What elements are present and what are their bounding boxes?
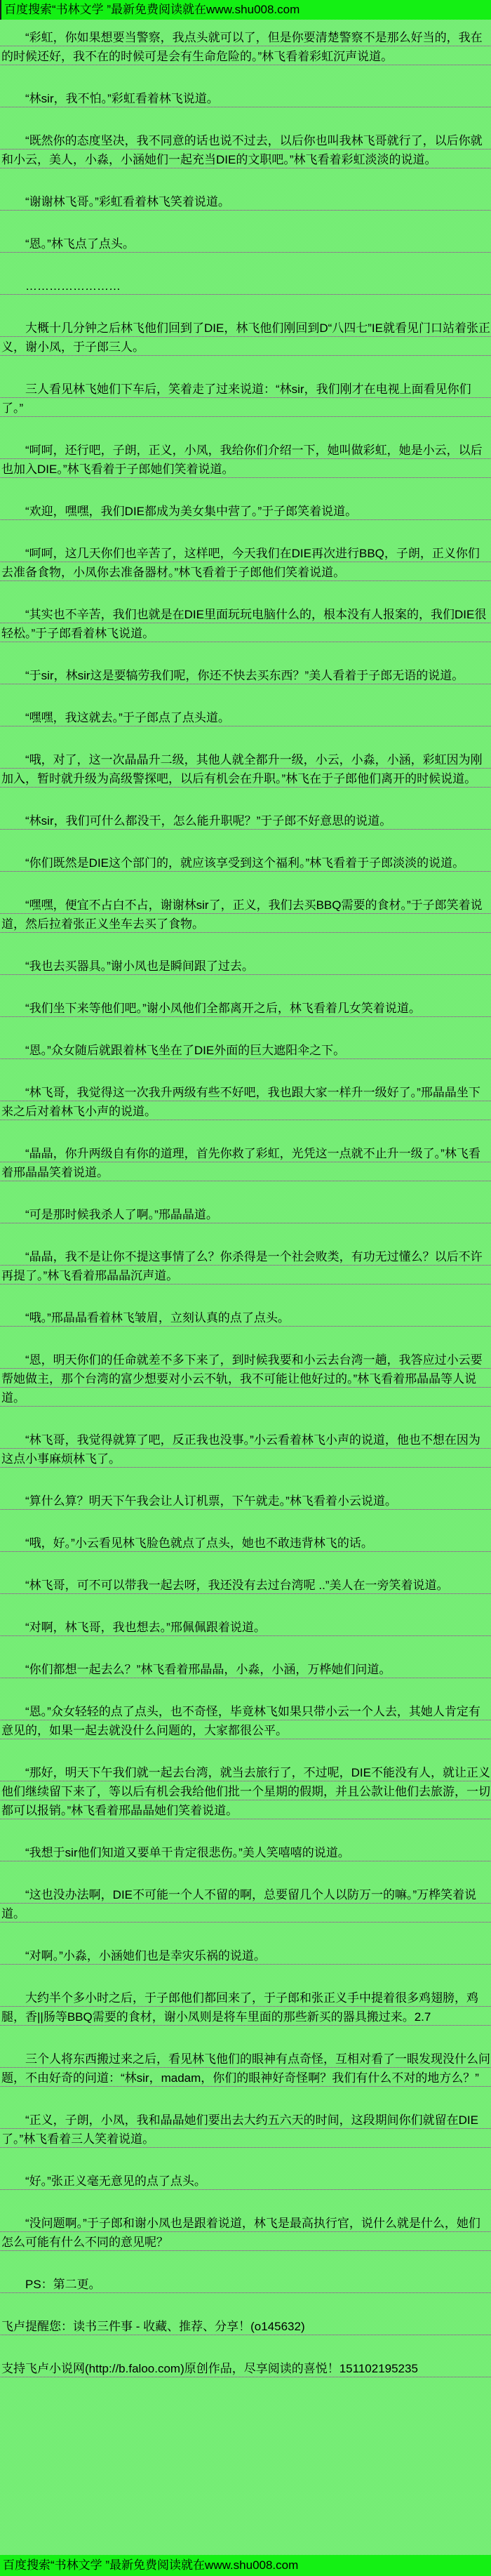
- novel-paragraph: PS：第二更。: [0, 2275, 491, 2294]
- novel-paragraph: “于sir，林sir这是要犒劳我们呢，你还不快去买东西？”美人看着于子郎无语的说道。: [0, 666, 491, 685]
- novel-paragraph: “算什么算？明天下午我会让人订机票，下午就走。”林飞看着小云说道。: [0, 1492, 491, 1511]
- novel-paragraph: “林sir，我不怕。”彩虹看着林飞说道。: [0, 89, 491, 108]
- novel-paragraph: 大约半个多小时之后，于子郎他们都回来了，于子郎和张正义手中提着很多鸡翅膀，鸡腿，香||肠等BBQ需要的食材，谢小凤则是将车里面的那些新买的器具搬过来。2.7: [0, 1989, 491, 2026]
- novel-paragraph: “晶晶，我不是让你不提这事情了么？你杀得是一个社会败类，有功无过懂么？以后不许再提了。”林飞看着邢晶晶沉声道。: [0, 1247, 491, 1285]
- novel-paragraph: 大概十几分钟之后林飞他们回到了DIE，林飞他们刚回到D“八四七”IE就看见门口站着张正义，谢小凤，于子郎三人。: [0, 319, 491, 357]
- novel-paragraph: “其实也不辛苦，我们也就是在DIE里面玩玩电脑什么的，根本没有人报案的，我们DIE很轻松。”于子郎看着林飞说道。: [0, 605, 491, 643]
- novel-paragraph: 三个人将东西搬过来之后，看见林飞他们的眼神有点奇怪，互相对看了一眼发现没什么问题，不由好奇的问道：“林sir，madam，你们的眼神好奇怪啊？我们有什么不对的地方么？”: [0, 2050, 491, 2087]
- novel-paragraph: “嘿嘿，我这就去。”于子郎点了点头道。: [0, 708, 491, 727]
- novel-paragraph: “呵呵，还行吧，子朗，正义，小凤，我给你们介绍一下，她叫做彩虹，她是小云，以后也加入DIE。”林飞看着于子郎她们笑着说道。: [0, 441, 491, 479]
- novel-paragraph: “正义，子朗，小凤，我和晶晶她们要出去大约五六天的时间，这段期间你们就留在DIE了。”林飞看着三人笑着说道。: [0, 2111, 491, 2149]
- novel-paragraph: “呵呵，这几天你们也辛苦了，这样吧，今天我们在DIE再次进行BBQ，子朗，正义你们去准备食物，小凤你去准备器材。”林飞看着于子郎他们笑着说道。: [0, 544, 491, 582]
- novel-paragraph: “对啊。”小淼，小涵她们也是幸灾乐祸的说道。: [0, 1946, 491, 1965]
- novel-paragraph: “既然你的态度坚决，我不同意的话也说不过去，以后你也叫我林飞哥就行了，以后你就和小云，美人，小淼，小涵她们一起充当DIE的文职吧。”林飞看着彩虹淡淡的说道。: [0, 131, 491, 169]
- novel-paragraph: “恩。”林飞点了点头。: [0, 234, 491, 253]
- novel-paragraph: “你们都想一起去么？”林飞看着邢晶晶，小淼，小涵，万桦她们问道。: [0, 1660, 491, 1679]
- novel-paragraph: “我想于sir他们知道又要单干肯定很悲伤。”美人笑嘻嘻的说道。: [0, 1843, 491, 1862]
- novel-paragraph: “哦，对了，这一次晶晶升二级，其他人就全都升一级，小云，小淼，小涵，彩虹因为刚加入，暂时就升级为高级警探吧，以后有机会在升职。”林飞在于子郎他们离开的时候说道。: [0, 750, 491, 788]
- novel-paragraph: ……………………: [0, 277, 491, 296]
- novel-paragraph: “没问题啊。”于子郎和谢小凤也是跟着说道，林飞是最高执行官，说什么就是什么，她们怎么可能有什么不同的意见呢？: [0, 2214, 491, 2252]
- bottom-promo-banner: 百度搜索“书林文学 ”最新免费阅读就在www.shu008.com: [0, 2555, 491, 2576]
- novel-paragraph: “这也没办法啊，DIE不可能一个人不留的啊，总要留几个人以防万一的嘛。”万桦笑着说道。: [0, 1885, 491, 1923]
- novel-paragraph: “嘿嘿，便宜不占白不占，谢谢林sir了，正义，我们去买BBQ需要的食材。”于子郎笑着说道，然后拉着张正义坐车去买了食物。: [0, 896, 491, 934]
- novel-paragraph: “谢谢林飞哥。”彩虹看着林飞笑着说道。: [0, 192, 491, 211]
- novel-content: [0, 20, 491, 2555]
- top-promo-banner: 百度搜索“书林文学 ”最新免费阅读就在www.shu008.com: [0, 0, 491, 20]
- novel-paragraph: “对啊，林飞哥，我也想去。”邢佩佩跟着说道。: [0, 1618, 491, 1637]
- novel-paragraph: “我们坐下来等他们吧。”谢小凤他们全都离开之后，林飞看着几女笑着说道。: [0, 999, 491, 1018]
- novel-paragraph: “哦，好。”小云看见林飞脸色就点了点头，她也不敢违背林飞的话。: [0, 1534, 491, 1553]
- novel-paragraph: “林飞哥，我觉得这一次我升两级有些不好吧，我也跟大家一样升一级好了。”邢晶晶坐下来之后对着林飞小声的说道。: [0, 1083, 491, 1121]
- novel-paragraph: “那好，明天下午我们就一起去台湾，就当去旅行了，不过呢，DIE不能没有人，就让正义他们继续留下来了，等以后有机会我给他们批一个星期的假期，并且公款让他们去旅游，一切都可以报销。”林飞看着邢晶晶她们笑着说道。: [0, 1763, 491, 1820]
- novel-paragraph: “哦。”邢晶晶看着林飞皱眉，立刻认真的点了点头。: [0, 1308, 491, 1327]
- novel-paragraph: “欢迎，嘿嘿，我们DIE都成为美女集中营了。”于子郎笑着说道。: [0, 502, 491, 521]
- novel-paragraph: “可是那时候我杀人了啊。”邢晶晶道。: [0, 1205, 491, 1224]
- novel-paragraph: “你们既然是DIE这个部门的，就应该享受到这个福利。”林飞看着于子郎淡淡的说道。: [0, 854, 491, 872]
- novel-paragraph: “晶晶，你升两级自有你的道理，首先你救了彩虹，光凭这一点就不止升一级了。”林飞看着邢晶晶笑着说道。: [0, 1144, 491, 1182]
- novel-paragraph: “恩。”众女随后就跟着林飞坐在了DIE外面的巨大遮阳伞之下。: [0, 1041, 491, 1060]
- novel-paragraph: 支持飞卢小说网(http://b.faloo.com)原创作品，尽享阅读的喜悦！151102195235: [0, 2359, 491, 2378]
- novel-paragraph: “林飞哥，可不可以带我一起去呀，我还没有去过台湾呢 ..”美人在一旁笑着说道。: [0, 1576, 491, 1595]
- novel-paragraph: “林飞哥，我觉得就算了吧，反正我也没事。”小云看着林飞小声的说道，他也不想在因为这点小事麻烦林飞了。: [0, 1430, 491, 1468]
- novel-paragraph: 三人看见林飞她们下车后，笑着走了过来说道：“林sir，我们刚才在电视上面看见你们了。”: [0, 380, 491, 418]
- novel-paragraph: 飞卢提醒您：读书三件事 - 收藏、推荐、分享！(o145632): [0, 2317, 491, 2336]
- novel-paragraph: “彩虹，你如果想要当警察，我点头就可以了，但是你要清楚警察不是那么好当的，我在的时候还好，我不在的时候可是会有生命危险的。”林飞看着彩虹沉声说道。: [0, 28, 491, 66]
- novel-paragraph: “好。”张正义毫无意见的点了点头。: [0, 2172, 491, 2191]
- novel-paragraph: “恩，明天你们的任命就差不多下来了，到时候我要和小云去台湾一趟，我答应过小云要帮她做主，那个台湾的富少想要对小云不轨，我不可能让他好过的。”林飞看着邢晶晶等人说道。: [0, 1350, 491, 1407]
- novel-paragraph: “林sir，我们可什么都没干，怎么能升职呢？”于子郎不好意思的说道。: [0, 811, 491, 830]
- novel-paragraph: “恩。”众女轻轻的点了点头，也不奇怪，毕竟林飞如果只带小云一个人去，其她人肯定有意见的，如果一起去就没什么问题的，大家都很公平。: [0, 1702, 491, 1740]
- novel-paragraph: “我也去买器具。”谢小凤也是瞬间跟了过去。: [0, 957, 491, 976]
